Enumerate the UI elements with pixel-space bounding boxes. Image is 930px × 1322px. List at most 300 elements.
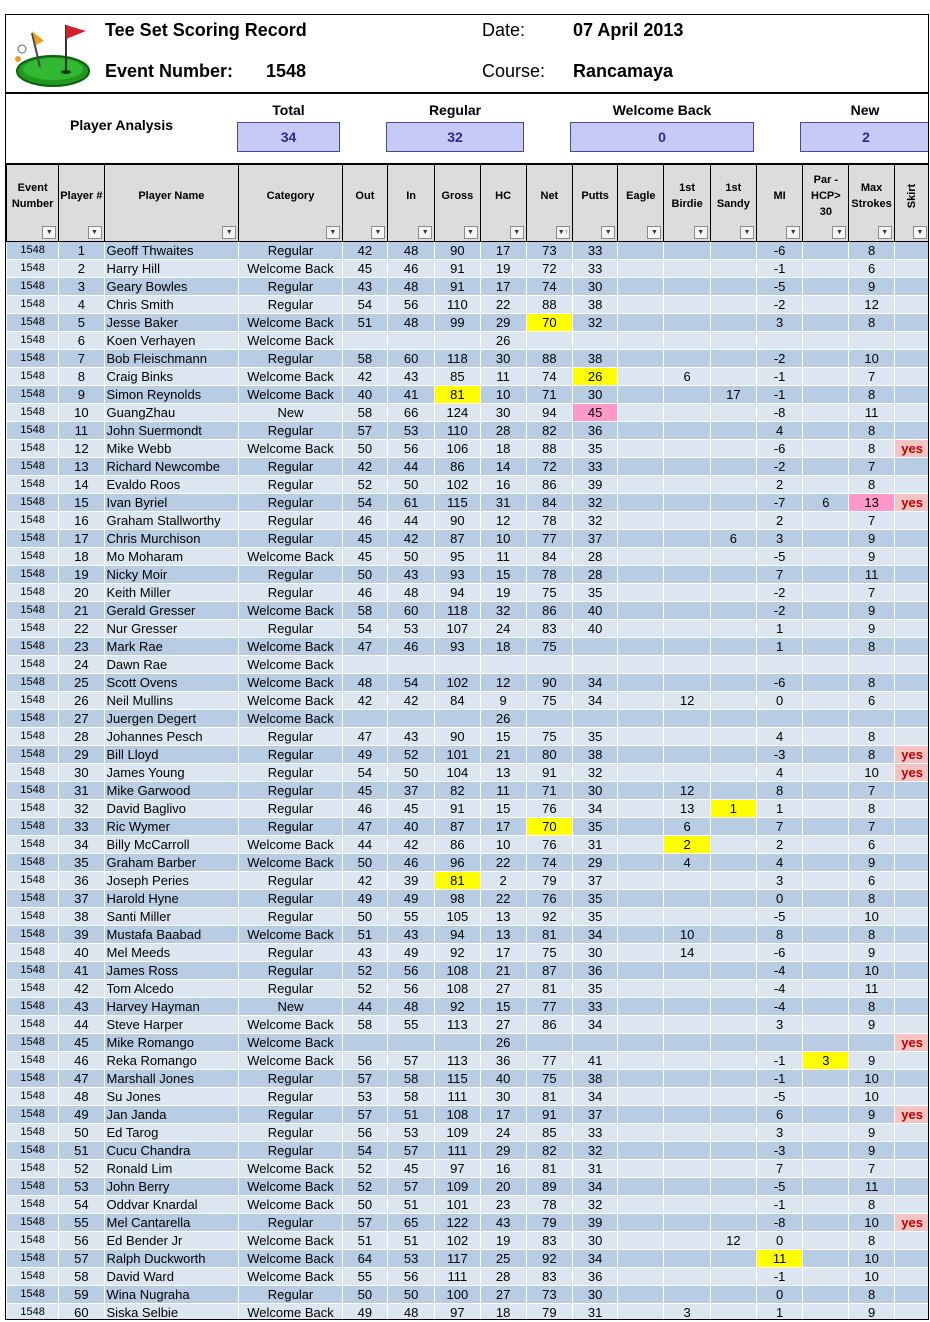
cell-in[interactable]: 46 — [388, 638, 435, 656]
cell-hc[interactable]: 16 — [480, 476, 526, 494]
cell-putts[interactable] — [573, 638, 618, 656]
cell-max[interactable]: 8 — [849, 800, 894, 818]
cell-name[interactable]: Richard Newcombe — [104, 458, 239, 476]
cell-skirt[interactable] — [894, 1178, 929, 1196]
cell-net[interactable]: 77 — [526, 1052, 572, 1070]
cell-in[interactable]: 44 — [388, 458, 435, 476]
cell-max[interactable]: 9 — [849, 944, 894, 962]
cell-mi[interactable]: -7 — [756, 494, 802, 512]
cell-par[interactable] — [803, 818, 849, 836]
cell-category[interactable]: Regular — [239, 494, 343, 512]
cell-gross[interactable]: 85 — [435, 368, 480, 386]
cell-hc[interactable]: 9 — [480, 692, 526, 710]
cell-hc[interactable]: 19 — [480, 584, 526, 602]
cell-category[interactable]: Welcome Back — [239, 710, 343, 728]
cell-max[interactable]: 6 — [849, 836, 894, 854]
cell-category[interactable]: Welcome Back — [239, 1196, 343, 1214]
cell-birdie[interactable] — [664, 548, 710, 566]
cell-mi[interactable]: -8 — [756, 1214, 802, 1232]
cell-max[interactable]: 8 — [849, 674, 894, 692]
cell-sandy[interactable] — [710, 926, 756, 944]
cell-par[interactable] — [803, 296, 849, 314]
cell-putts[interactable]: 36 — [573, 962, 618, 980]
cell-category[interactable]: Regular — [239, 890, 343, 908]
cell-eagle[interactable] — [618, 1124, 664, 1142]
cell-category[interactable]: Welcome Back — [239, 1268, 343, 1286]
cell-birdie[interactable] — [664, 260, 710, 278]
cell-name[interactable]: Neil Mullins — [104, 692, 239, 710]
cell-category[interactable]: Regular — [239, 980, 343, 998]
cell-par[interactable]: 6 — [803, 494, 849, 512]
cell-sandy[interactable] — [710, 656, 756, 674]
cell-category[interactable]: Regular — [239, 1106, 343, 1124]
cell-putts[interactable]: 35 — [573, 584, 618, 602]
cell-out[interactable]: 42 — [342, 692, 387, 710]
cell-eagle[interactable] — [618, 404, 664, 422]
cell-sandy[interactable] — [710, 350, 756, 368]
cell-net[interactable]: 76 — [526, 890, 572, 908]
cell-net[interactable]: 92 — [526, 908, 572, 926]
cell-putts[interactable]: 32 — [573, 1142, 618, 1160]
cell-event[interactable]: 1548 — [7, 962, 59, 980]
cell-gross[interactable]: 94 — [435, 584, 480, 602]
cell-gross[interactable] — [435, 656, 480, 674]
cell-name[interactable]: Juergen Degert — [104, 710, 239, 728]
cell-out[interactable]: 45 — [342, 548, 387, 566]
cell-par[interactable]: 3 — [803, 1052, 849, 1070]
cell-mi[interactable] — [756, 656, 802, 674]
cell-in[interactable]: 48 — [388, 242, 435, 260]
cell-mi[interactable]: -1 — [756, 1070, 802, 1088]
cell-name[interactable]: Mo Moharam — [104, 548, 239, 566]
cell-sandy[interactable] — [710, 1052, 756, 1070]
cell-player[interactable]: 31 — [59, 782, 104, 800]
cell-in[interactable]: 49 — [388, 890, 435, 908]
cell-par[interactable] — [803, 548, 849, 566]
cell-hc[interactable]: 32 — [480, 602, 526, 620]
cell-in[interactable]: 43 — [388, 566, 435, 584]
cell-skirt[interactable] — [894, 1268, 929, 1286]
cell-in[interactable]: 48 — [388, 278, 435, 296]
cell-name[interactable]: Harry Hill — [104, 260, 239, 278]
cell-player[interactable]: 38 — [59, 908, 104, 926]
cell-gross[interactable]: 82 — [435, 782, 480, 800]
cell-birdie[interactable] — [664, 746, 710, 764]
cell-gross[interactable]: 111 — [435, 1268, 480, 1286]
cell-sandy[interactable] — [710, 674, 756, 692]
cell-putts[interactable]: 35 — [573, 818, 618, 836]
cell-event[interactable]: 1548 — [7, 1178, 59, 1196]
cell-category[interactable]: Regular — [239, 1286, 343, 1304]
cell-event[interactable]: 1548 — [7, 332, 59, 350]
cell-birdie[interactable] — [664, 494, 710, 512]
cell-gross[interactable]: 87 — [435, 818, 480, 836]
cell-out[interactable]: 45 — [342, 530, 387, 548]
cell-mi[interactable]: 11 — [756, 1250, 802, 1268]
cell-category[interactable]: Regular — [239, 908, 343, 926]
cell-event[interactable]: 1548 — [7, 836, 59, 854]
cell-in[interactable]: 56 — [388, 962, 435, 980]
cell-max[interactable]: 8 — [849, 1286, 894, 1304]
cell-net[interactable]: 86 — [526, 1016, 572, 1034]
cell-sandy[interactable] — [710, 404, 756, 422]
cell-max[interactable]: 10 — [849, 908, 894, 926]
cell-par[interactable] — [803, 944, 849, 962]
cell-net[interactable]: 81 — [526, 1088, 572, 1106]
cell-hc[interactable]: 40 — [480, 1070, 526, 1088]
cell-out[interactable]: 57 — [342, 422, 387, 440]
cell-event[interactable]: 1548 — [7, 584, 59, 602]
cell-skirt[interactable]: yes — [894, 1106, 929, 1124]
cell-player[interactable]: 5 — [59, 314, 104, 332]
cell-in[interactable]: 61 — [388, 494, 435, 512]
cell-net[interactable]: 81 — [526, 1160, 572, 1178]
cell-player[interactable]: 9 — [59, 386, 104, 404]
cell-event[interactable]: 1548 — [7, 1088, 59, 1106]
cell-skirt[interactable] — [894, 548, 929, 566]
cell-max[interactable]: 8 — [849, 746, 894, 764]
cell-sandy[interactable] — [710, 728, 756, 746]
cell-event[interactable]: 1548 — [7, 296, 59, 314]
cell-category[interactable]: Welcome Back — [239, 314, 343, 332]
cell-player[interactable]: 29 — [59, 746, 104, 764]
cell-skirt[interactable] — [894, 908, 929, 926]
cell-gross[interactable]: 86 — [435, 458, 480, 476]
cell-putts[interactable]: 33 — [573, 1124, 618, 1142]
cell-mi[interactable]: 7 — [756, 818, 802, 836]
cell-skirt[interactable]: yes — [894, 746, 929, 764]
cell-net[interactable]: 84 — [526, 548, 572, 566]
cell-player[interactable]: 20 — [59, 584, 104, 602]
col-header-birdie[interactable]: 1st Birdie ▼ — [664, 165, 710, 242]
cell-sandy[interactable] — [710, 1160, 756, 1178]
cell-net[interactable]: 78 — [526, 1196, 572, 1214]
cell-par[interactable] — [803, 476, 849, 494]
cell-max[interactable]: 9 — [849, 1142, 894, 1160]
cell-in[interactable]: 55 — [388, 908, 435, 926]
cell-putts[interactable] — [573, 1034, 618, 1052]
cell-par[interactable] — [803, 854, 849, 872]
cell-birdie[interactable] — [664, 1052, 710, 1070]
cell-out[interactable]: 47 — [342, 818, 387, 836]
cell-net[interactable]: 78 — [526, 512, 572, 530]
cell-hc[interactable]: 10 — [480, 386, 526, 404]
cell-hc[interactable]: 28 — [480, 1268, 526, 1286]
cell-in[interactable]: 51 — [388, 1196, 435, 1214]
cell-net[interactable]: 75 — [526, 1070, 572, 1088]
cell-hc[interactable]: 13 — [480, 764, 526, 782]
cell-player[interactable]: 48 — [59, 1088, 104, 1106]
cell-sandy[interactable] — [710, 818, 756, 836]
cell-mi[interactable]: -5 — [756, 1088, 802, 1106]
cell-eagle[interactable] — [618, 818, 664, 836]
cell-gross[interactable]: 84 — [435, 692, 480, 710]
cell-name[interactable]: Wina Nugraha — [104, 1286, 239, 1304]
cell-skirt[interactable] — [894, 422, 929, 440]
cell-name[interactable]: James Ross — [104, 962, 239, 980]
cell-player[interactable]: 56 — [59, 1232, 104, 1250]
cell-gross[interactable]: 106 — [435, 440, 480, 458]
cell-birdie[interactable] — [664, 674, 710, 692]
cell-sandy[interactable] — [710, 242, 756, 260]
cell-skirt[interactable] — [894, 260, 929, 278]
cell-max[interactable]: 7 — [849, 512, 894, 530]
cell-out[interactable]: 44 — [342, 998, 387, 1016]
cell-birdie[interactable] — [664, 296, 710, 314]
cell-in[interactable]: 42 — [388, 836, 435, 854]
cell-skirt[interactable] — [894, 368, 929, 386]
cell-hc[interactable]: 19 — [480, 1232, 526, 1250]
cell-in[interactable]: 53 — [388, 1124, 435, 1142]
cell-mi[interactable]: 8 — [756, 782, 802, 800]
cell-skirt[interactable] — [894, 890, 929, 908]
cell-hc[interactable]: 27 — [480, 980, 526, 998]
cell-out[interactable]: 56 — [342, 1052, 387, 1070]
cell-mi[interactable]: -4 — [756, 998, 802, 1016]
cell-eagle[interactable] — [618, 296, 664, 314]
cell-name[interactable]: Simon Reynolds — [104, 386, 239, 404]
filter-dropdown-icon[interactable]: ▼ — [832, 226, 846, 239]
cell-max[interactable]: 9 — [849, 1304, 894, 1321]
cell-event[interactable]: 1548 — [7, 1142, 59, 1160]
cell-gross[interactable]: 98 — [435, 890, 480, 908]
cell-mi[interactable]: 0 — [756, 1232, 802, 1250]
cell-category[interactable]: Welcome Back — [239, 854, 343, 872]
cell-event[interactable]: 1548 — [7, 278, 59, 296]
cell-par[interactable] — [803, 1070, 849, 1088]
cell-event[interactable]: 1548 — [7, 908, 59, 926]
cell-sandy[interactable] — [710, 998, 756, 1016]
cell-event[interactable]: 1548 — [7, 242, 59, 260]
cell-name[interactable]: David Baglivo — [104, 800, 239, 818]
cell-gross[interactable]: 81 — [435, 872, 480, 890]
cell-sandy[interactable] — [710, 1106, 756, 1124]
cell-hc[interactable]: 15 — [480, 800, 526, 818]
filter-dropdown-icon[interactable]: ▼ — [913, 226, 927, 239]
cell-hc[interactable]: 30 — [480, 1088, 526, 1106]
cell-category[interactable]: Welcome Back — [239, 260, 343, 278]
cell-event[interactable]: 1548 — [7, 602, 59, 620]
cell-putts[interactable]: 30 — [573, 782, 618, 800]
cell-max[interactable]: 8 — [849, 1196, 894, 1214]
cell-category[interactable]: Welcome Back — [239, 674, 343, 692]
cell-birdie[interactable] — [664, 602, 710, 620]
filter-dropdown-icon[interactable]: ▼ — [647, 226, 661, 239]
cell-max[interactable]: 11 — [849, 980, 894, 998]
cell-category[interactable]: Regular — [239, 476, 343, 494]
cell-net[interactable]: 75 — [526, 584, 572, 602]
cell-net[interactable]: 75 — [526, 692, 572, 710]
cell-par[interactable] — [803, 512, 849, 530]
cell-in[interactable]: 50 — [388, 548, 435, 566]
cell-skirt[interactable] — [894, 1232, 929, 1250]
cell-par[interactable] — [803, 1178, 849, 1196]
cell-out[interactable]: 51 — [342, 926, 387, 944]
cell-out[interactable]: 57 — [342, 1106, 387, 1124]
cell-category[interactable]: Welcome Back — [239, 548, 343, 566]
cell-event[interactable]: 1548 — [7, 1016, 59, 1034]
cell-birdie[interactable] — [664, 872, 710, 890]
cell-eagle[interactable] — [618, 944, 664, 962]
cell-mi[interactable] — [756, 710, 802, 728]
cell-skirt[interactable]: yes — [894, 494, 929, 512]
cell-name[interactable]: Ronald Lim — [104, 1160, 239, 1178]
cell-player[interactable]: 13 — [59, 458, 104, 476]
cell-mi[interactable]: -1 — [756, 386, 802, 404]
cell-birdie[interactable] — [664, 908, 710, 926]
cell-event[interactable]: 1548 — [7, 350, 59, 368]
cell-skirt[interactable] — [894, 332, 929, 350]
cell-gross[interactable]: 124 — [435, 404, 480, 422]
cell-birdie[interactable] — [664, 962, 710, 980]
cell-name[interactable]: Mel Meeds — [104, 944, 239, 962]
cell-net[interactable]: 76 — [526, 836, 572, 854]
cell-skirt[interactable] — [894, 818, 929, 836]
cell-gross[interactable]: 81 — [435, 386, 480, 404]
cell-event[interactable]: 1548 — [7, 476, 59, 494]
cell-max[interactable]: 8 — [849, 926, 894, 944]
cell-player[interactable]: 27 — [59, 710, 104, 728]
cell-sandy[interactable] — [710, 1268, 756, 1286]
cell-in[interactable]: 45 — [388, 1160, 435, 1178]
cell-sandy[interactable] — [710, 638, 756, 656]
cell-event[interactable]: 1548 — [7, 1160, 59, 1178]
cell-net[interactable]: 91 — [526, 764, 572, 782]
cell-eagle[interactable] — [618, 530, 664, 548]
cell-birdie[interactable] — [664, 1214, 710, 1232]
cell-sandy[interactable] — [710, 872, 756, 890]
cell-birdie[interactable] — [664, 512, 710, 530]
cell-max[interactable]: 9 — [849, 1052, 894, 1070]
cell-putts[interactable]: 34 — [573, 674, 618, 692]
cell-eagle[interactable] — [618, 260, 664, 278]
cell-hc[interactable]: 26 — [480, 710, 526, 728]
cell-skirt[interactable] — [894, 242, 929, 260]
cell-sandy[interactable] — [710, 1286, 756, 1304]
cell-par[interactable] — [803, 1232, 849, 1250]
cell-skirt[interactable] — [894, 530, 929, 548]
cell-sandy[interactable] — [710, 458, 756, 476]
cell-sandy[interactable] — [710, 260, 756, 278]
cell-putts[interactable]: 28 — [573, 566, 618, 584]
cell-gross[interactable]: 91 — [435, 278, 480, 296]
cell-eagle[interactable] — [618, 980, 664, 998]
cell-hc[interactable]: 2 — [480, 872, 526, 890]
cell-birdie[interactable] — [664, 404, 710, 422]
cell-gross[interactable]: 118 — [435, 350, 480, 368]
cell-max[interactable]: 6 — [849, 872, 894, 890]
cell-skirt[interactable] — [894, 386, 929, 404]
cell-name[interactable]: Koen Verhayen — [104, 332, 239, 350]
cell-sandy[interactable] — [710, 908, 756, 926]
cell-putts[interactable]: 30 — [573, 386, 618, 404]
filter-dropdown-icon[interactable]: ▼ — [371, 226, 385, 239]
cell-birdie[interactable]: 3 — [664, 1304, 710, 1321]
cell-out[interactable]: 43 — [342, 944, 387, 962]
cell-putts[interactable]: 28 — [573, 548, 618, 566]
cell-player[interactable]: 35 — [59, 854, 104, 872]
cell-eagle[interactable] — [618, 386, 664, 404]
cell-category[interactable]: Welcome Back — [239, 638, 343, 656]
cell-hc[interactable]: 29 — [480, 1142, 526, 1160]
cell-par[interactable] — [803, 872, 849, 890]
cell-max[interactable]: 8 — [849, 1232, 894, 1250]
cell-hc[interactable]: 31 — [480, 494, 526, 512]
cell-max[interactable]: 9 — [849, 1124, 894, 1142]
cell-birdie[interactable] — [664, 278, 710, 296]
cell-player[interactable]: 54 — [59, 1196, 104, 1214]
cell-birdie[interactable] — [664, 1286, 710, 1304]
cell-sandy[interactable] — [710, 1016, 756, 1034]
cell-birdie[interactable] — [664, 1232, 710, 1250]
cell-skirt[interactable] — [894, 404, 929, 422]
cell-eagle[interactable] — [618, 926, 664, 944]
cell-net[interactable]: 88 — [526, 440, 572, 458]
cell-eagle[interactable] — [618, 1016, 664, 1034]
cell-sandy[interactable] — [710, 854, 756, 872]
cell-in[interactable]: 48 — [388, 998, 435, 1016]
cell-player[interactable]: 15 — [59, 494, 104, 512]
cell-gross[interactable]: 108 — [435, 980, 480, 998]
cell-category[interactable]: Regular — [239, 566, 343, 584]
cell-eagle[interactable] — [618, 728, 664, 746]
cell-putts[interactable]: 40 — [573, 620, 618, 638]
cell-eagle[interactable] — [618, 1106, 664, 1124]
cell-event[interactable]: 1548 — [7, 440, 59, 458]
cell-gross[interactable]: 97 — [435, 1304, 480, 1321]
cell-player[interactable]: 8 — [59, 368, 104, 386]
cell-gross[interactable]: 109 — [435, 1124, 480, 1142]
cell-skirt[interactable] — [894, 980, 929, 998]
cell-max[interactable]: 9 — [849, 1106, 894, 1124]
cell-max[interactable]: 8 — [849, 242, 894, 260]
cell-name[interactable]: Joseph Peries — [104, 872, 239, 890]
cell-sandy[interactable] — [710, 296, 756, 314]
cell-hc[interactable]: 15 — [480, 998, 526, 1016]
cell-in[interactable]: 49 — [388, 944, 435, 962]
cell-out[interactable]: 54 — [342, 1142, 387, 1160]
cell-in[interactable]: 56 — [388, 440, 435, 458]
cell-sandy[interactable] — [710, 620, 756, 638]
cell-hc[interactable]: 23 — [480, 1196, 526, 1214]
cell-putts[interactable]: 31 — [573, 1304, 618, 1321]
cell-out[interactable]: 50 — [342, 1196, 387, 1214]
cell-net[interactable]: 81 — [526, 980, 572, 998]
cell-out[interactable]: 47 — [342, 728, 387, 746]
cell-gross[interactable]: 107 — [435, 620, 480, 638]
cell-player[interactable]: 33 — [59, 818, 104, 836]
cell-par[interactable] — [803, 350, 849, 368]
cell-putts[interactable]: 35 — [573, 980, 618, 998]
cell-gross[interactable]: 94 — [435, 926, 480, 944]
cell-eagle[interactable] — [618, 1232, 664, 1250]
cell-putts[interactable]: 37 — [573, 530, 618, 548]
cell-name[interactable]: Jesse Baker — [104, 314, 239, 332]
cell-in[interactable]: 53 — [388, 1250, 435, 1268]
cell-putts[interactable]: 30 — [573, 1232, 618, 1250]
cell-out[interactable]: 64 — [342, 1250, 387, 1268]
filter-dropdown-icon[interactable]: ▼ — [88, 226, 102, 239]
cell-max[interactable]: 7 — [849, 368, 894, 386]
filter-dropdown-icon[interactable]: ▼ — [878, 226, 892, 239]
cell-player[interactable]: 57 — [59, 1250, 104, 1268]
cell-player[interactable]: 49 — [59, 1106, 104, 1124]
cell-out[interactable]: 46 — [342, 512, 387, 530]
cell-in[interactable]: 42 — [388, 530, 435, 548]
cell-name[interactable]: John Berry — [104, 1178, 239, 1196]
cell-player[interactable]: 37 — [59, 890, 104, 908]
cell-category[interactable]: Welcome Back — [239, 1178, 343, 1196]
